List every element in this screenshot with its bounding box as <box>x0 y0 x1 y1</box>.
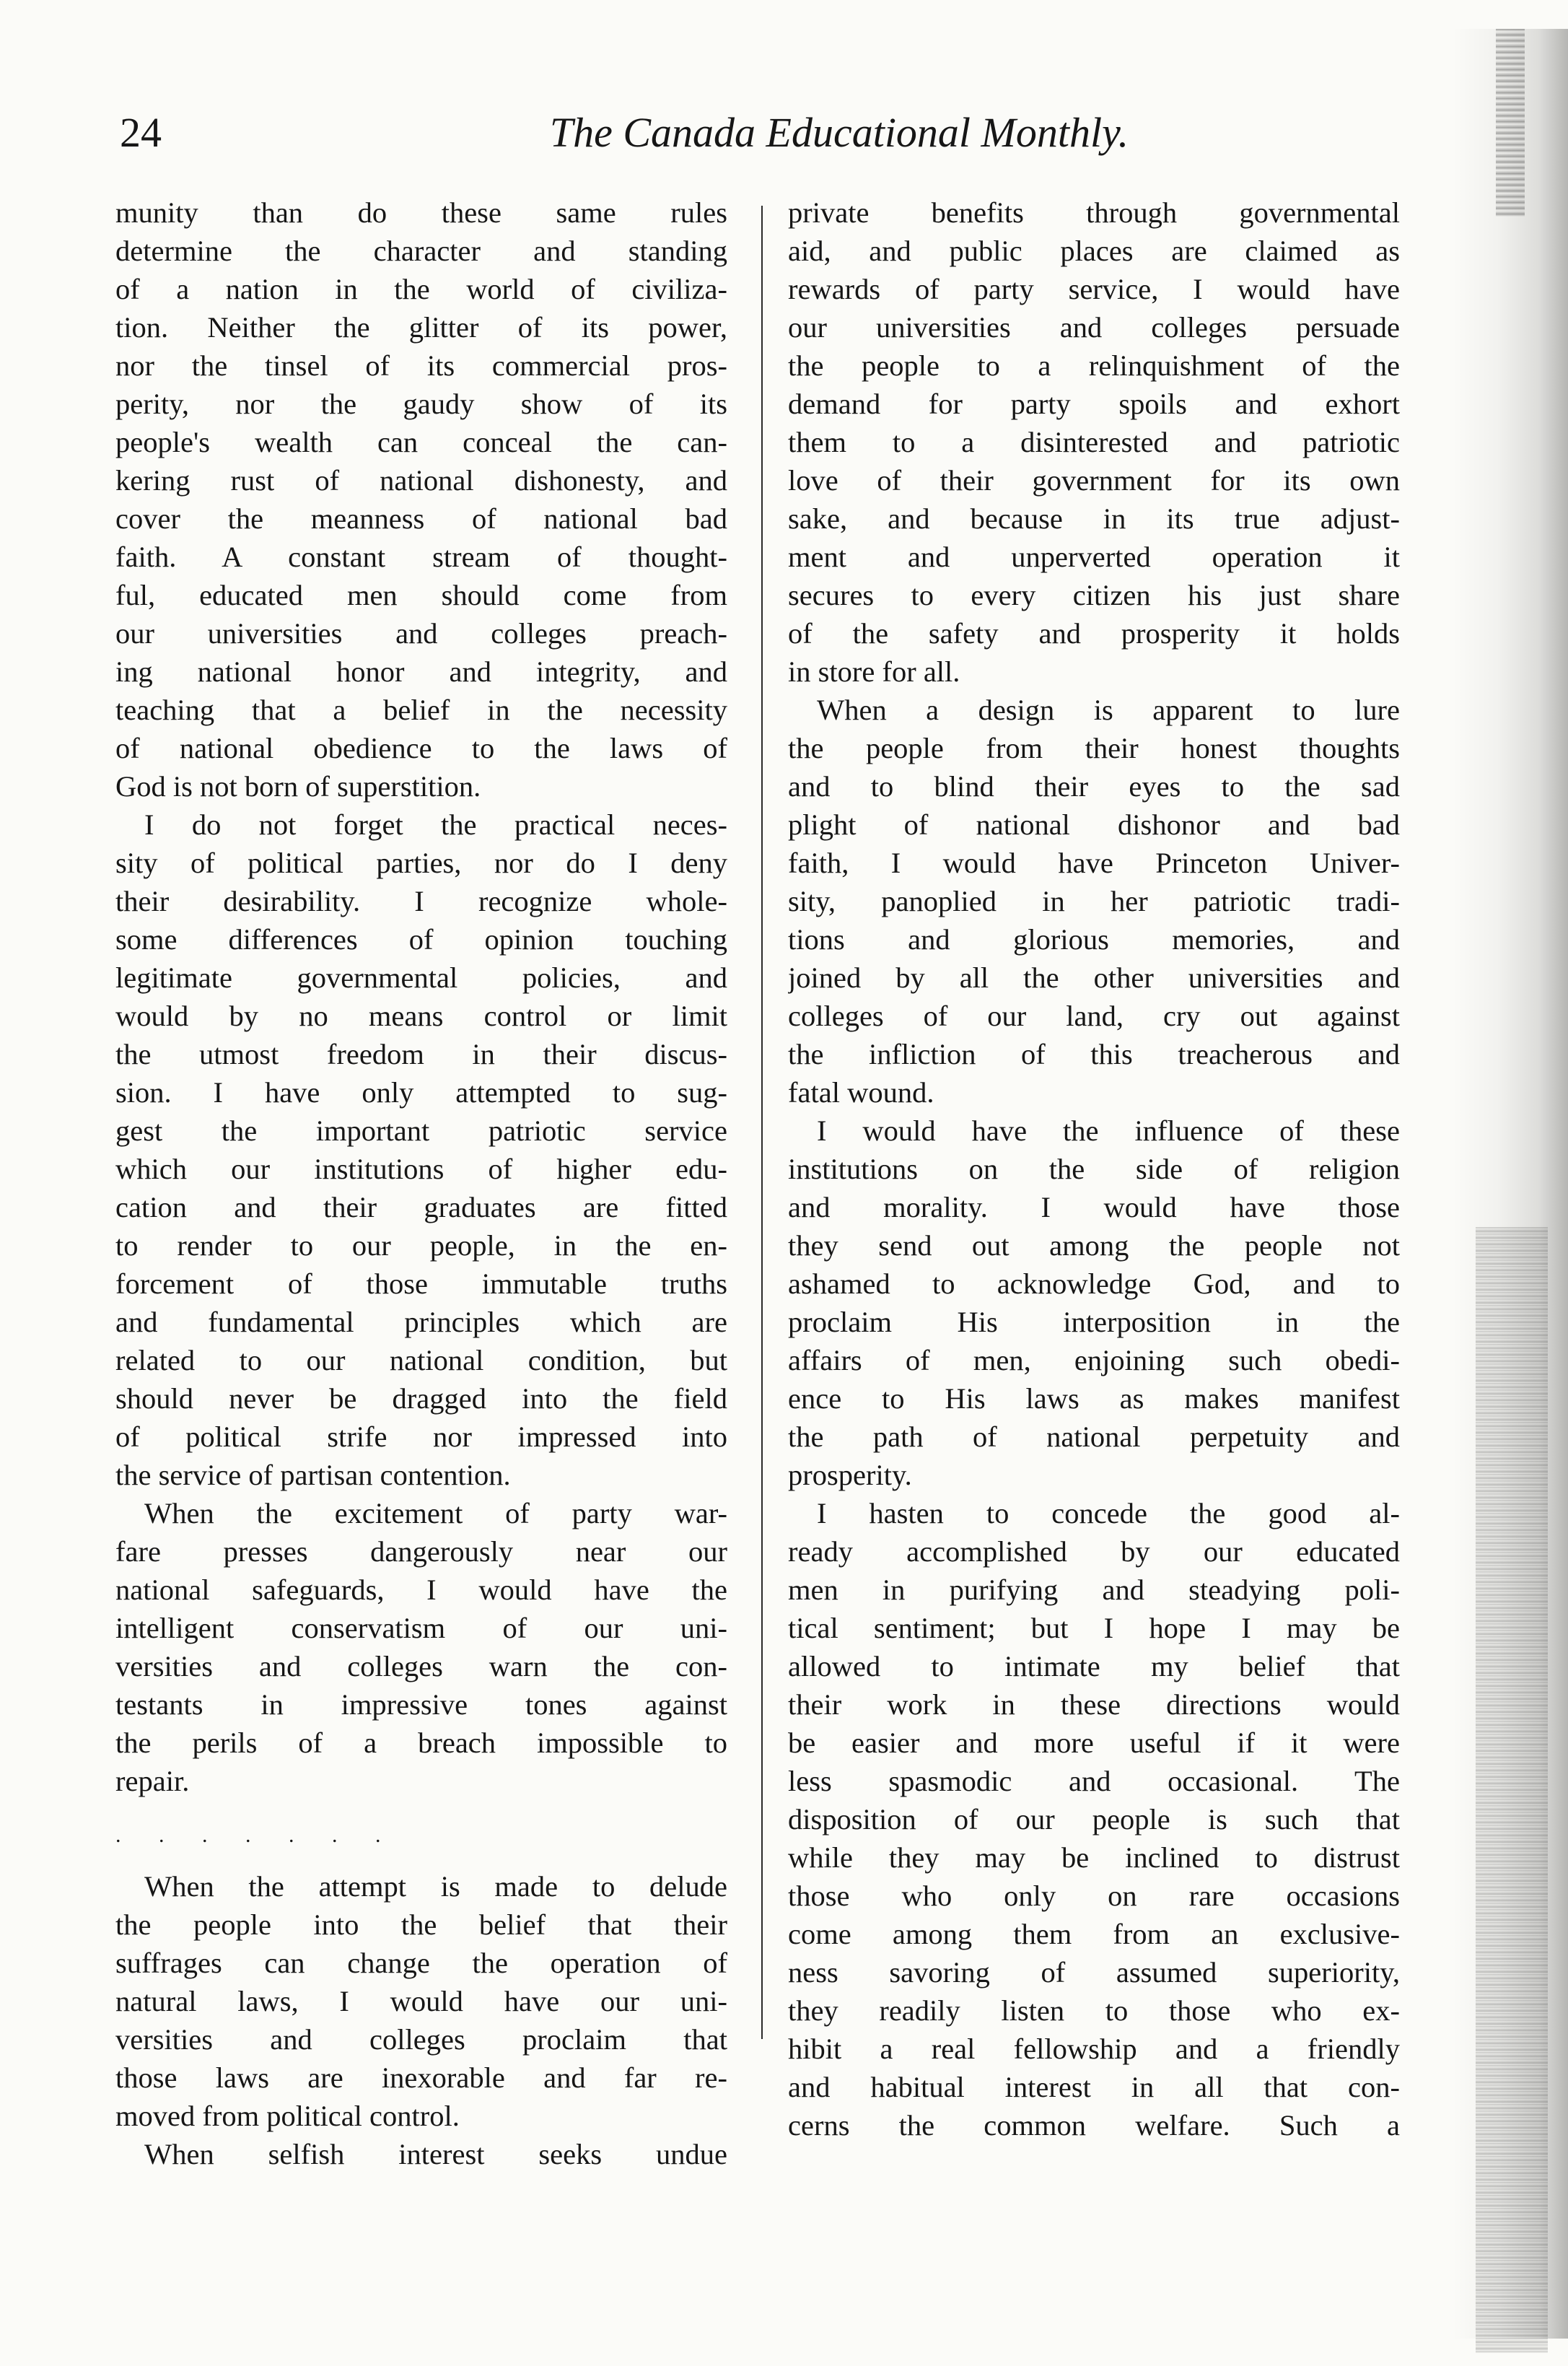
text-line: colleges of our land, cry out against <box>788 1000 1400 1032</box>
text-line: fatal wound. <box>788 1076 934 1109</box>
text-line: I hasten to concede the good al- <box>817 1497 1400 1529</box>
text-line: determine the character and standing <box>115 235 727 267</box>
ellipsis-dot: . <box>202 1823 208 1847</box>
text-line: forcement of those immutable truths <box>115 1267 727 1300</box>
ellipsis-dot: . <box>289 1823 294 1847</box>
text-line: disposition of our people is such that <box>788 1803 1400 1835</box>
text-line: suffrages can change the operation of <box>115 1947 727 1979</box>
text-line: faith. A constant stream of thought- <box>115 541 727 573</box>
text-line: the people into the belief that their <box>115 1908 727 1941</box>
left-column-body <box>115 193 727 1800</box>
text-line: aid, and public places are claimed as <box>788 235 1400 267</box>
text-line: perity, nor the gaudy show of its <box>115 388 727 420</box>
running-title: The Canada Educational Monthly. <box>549 109 1129 156</box>
text-line: faith, I would have Princeton Univer- <box>788 847 1400 879</box>
text-line: to render to our people, in the en- <box>115 1229 727 1262</box>
text-line: those laws are inexorable and far re- <box>115 2061 727 2094</box>
text-line: less spasmodic and occasional. The <box>788 1765 1400 1797</box>
text-line: national safeguards, I would have the <box>115 1573 727 1606</box>
text-line: hibit a real fellowship and a friendly <box>788 2033 1400 2065</box>
text-line: testants in impressive tones against <box>115 1688 727 1721</box>
text-line: sity, panoplied in her patriotic tradi- <box>788 885 1400 917</box>
right-column <box>788 193 1400 2144</box>
text-line: allowed to intimate my belief that <box>788 1650 1400 1682</box>
text-line: ness savoring of assumed superiority, <box>788 1956 1400 1989</box>
text-line: cerns the common welfare. Such a <box>788 2109 1400 2142</box>
text-line: the service of partisan contention. <box>115 1459 511 1491</box>
text-line: the infliction of this treacherous and <box>788 1038 1400 1070</box>
left-column-continuation <box>115 1867 727 2173</box>
text-line: ing national honor and integrity, and <box>115 655 727 688</box>
text-line: our universities and colleges preach- <box>115 617 727 650</box>
text-line: would by no means control or limit <box>115 1000 727 1032</box>
text-line: affairs of men, enjoining such obedi- <box>788 1344 1400 1376</box>
text-line: When the attempt is made to delude <box>144 1870 727 1903</box>
text-line: related to our national condition, but <box>115 1344 727 1376</box>
ellipsis-dot: . <box>332 1823 338 1847</box>
text-line: institutions on the side of religion <box>788 1153 1400 1185</box>
text-line: sion. I have only attempted to sug- <box>115 1076 727 1109</box>
text-line: fare presses dangerously near our <box>115 1535 727 1568</box>
text-line: in store for all. <box>788 655 960 688</box>
text-line: I do not forget the practical neces- <box>144 808 727 841</box>
text-line: private benefits through governmental <box>788 196 1400 229</box>
text-line: they send out among the people not <box>788 1229 1400 1262</box>
text-line: of a nation in the world of civiliza- <box>115 273 727 305</box>
ellipsis-dot: . <box>115 1823 121 1847</box>
text-line: some differences of opinion touching <box>115 923 727 956</box>
text-line: the perils of a breach impossible to <box>115 1727 727 1759</box>
text-line: secures to every citizen his just share <box>788 579 1400 611</box>
text-line: demand for party spoils and exhort <box>788 388 1400 420</box>
text-line: of political strife nor impressed into <box>115 1420 727 1453</box>
text-line: ready accomplished by our educated <box>788 1535 1400 1568</box>
text-line: ful, educated men should come from <box>115 579 727 611</box>
text-line: I would have the influence of these <box>817 1114 1400 1147</box>
text-line: the people from their honest thoughts <box>788 732 1400 764</box>
text-line: God is not born of superstition. <box>115 770 481 803</box>
text-line: their work in these directions would <box>788 1688 1400 1721</box>
text-line: the path of national perpetuity and <box>788 1420 1400 1453</box>
text-line: intelligent conservatism of our uni- <box>115 1612 727 1644</box>
text-line: cover the meanness of national bad <box>115 502 727 535</box>
text-line: plight of national dishonor and bad <box>788 808 1400 841</box>
text-line: ashamed to acknowledge God, and to <box>788 1267 1400 1300</box>
text-line: ence to His laws as makes manifest <box>788 1382 1400 1415</box>
text-line: When the excitement of party war- <box>144 1497 727 1529</box>
text-line: the people to a relinquishment of the <box>788 349 1400 382</box>
text-line: and habitual interest in all that con- <box>788 2071 1400 2103</box>
text-line: ment and unperverted operation it <box>788 541 1400 573</box>
column-divider <box>761 206 763 2039</box>
text-line: and morality. I would have those <box>788 1191 1400 1223</box>
text-line: men in purifying and steadying poli- <box>788 1573 1400 1606</box>
page-edge-binding-bottom <box>1476 1227 1548 2353</box>
text-line: our universities and colleges persuade <box>788 311 1400 344</box>
text-line: natural laws, I would have our uni- <box>115 1985 727 2017</box>
text-line: repair. <box>115 1765 190 1797</box>
text-line: those who only on rare occasions <box>788 1880 1400 1912</box>
text-line: love of their government for its own <box>788 464 1400 497</box>
ellipsis-dot: . <box>375 1823 381 1847</box>
text-line: they readily listen to those who ex- <box>788 1994 1400 2027</box>
text-line: versities and colleges proclaim that <box>115 2023 727 2056</box>
text-line: be easier and more useful if it were <box>788 1727 1400 1759</box>
text-line: When selfish interest seeks undue <box>144 2138 727 2170</box>
text-line: proclaim His interposition in the <box>788 1306 1400 1338</box>
left-column <box>115 193 727 2173</box>
text-line: of national obedience to the laws of <box>115 732 727 764</box>
page-edge-binding-top <box>1496 29 1525 217</box>
text-line: and fundamental principles which are <box>115 1306 727 1338</box>
text-line: kering rust of national dishonesty, and <box>115 464 727 497</box>
text-line: which our institutions of higher edu- <box>115 1153 727 1185</box>
text-line: sake, and because in its true adjust- <box>788 502 1400 535</box>
text-line: tical sentiment; but I hope I may be <box>788 1612 1400 1644</box>
text-line: munity than do these same rules <box>115 196 727 229</box>
text-line: them to a disinterested and patriotic <box>788 426 1400 458</box>
text-line: gest the important patriotic service <box>115 1114 727 1147</box>
text-line: moved from political control. <box>115 2100 460 2132</box>
page-number: 24 <box>120 109 162 156</box>
text-line: should never be dragged into the field <box>115 1382 727 1415</box>
right-column-body <box>788 193 1400 2144</box>
text-line: of the safety and prosperity it holds <box>788 617 1400 650</box>
text-line: prosperity. <box>788 1459 912 1491</box>
text-line: rewards of party service, I would have <box>788 273 1400 305</box>
text-line: joined by all the other universities and <box>788 961 1400 994</box>
ellipsis-separator <box>115 1813 727 1851</box>
text-line: while they may be inclined to distrust <box>788 1841 1400 1874</box>
text-line: their desirability. I recognize whole- <box>115 885 727 917</box>
text-line: and to blind their eyes to the sad <box>788 770 1400 803</box>
page-header <box>120 108 1378 166</box>
text-line: tions and glorious memories, and <box>788 923 1400 956</box>
text-line: come among them from an exclusive- <box>788 1918 1400 1950</box>
text-line: people's wealth can conceal the can- <box>115 426 727 458</box>
text-line: versities and colleges warn the con- <box>115 1650 727 1682</box>
text-line: teaching that a belief in the necessity <box>115 694 727 726</box>
text-line: nor the tinsel of its commercial pros- <box>115 349 727 382</box>
text-line: When a design is apparent to lure <box>817 694 1400 726</box>
text-line: tion. Neither the glitter of its power, <box>115 311 727 344</box>
text-line: the utmost freedom in their discus- <box>115 1038 727 1070</box>
text-line: sity of political parties, nor do I deny <box>115 847 727 879</box>
text-line: legitimate governmental policies, and <box>115 961 727 994</box>
ellipsis-dot: . <box>245 1823 251 1847</box>
ellipsis-dot: . <box>159 1823 165 1847</box>
text-line: cation and their graduates are fitted <box>115 1191 727 1223</box>
